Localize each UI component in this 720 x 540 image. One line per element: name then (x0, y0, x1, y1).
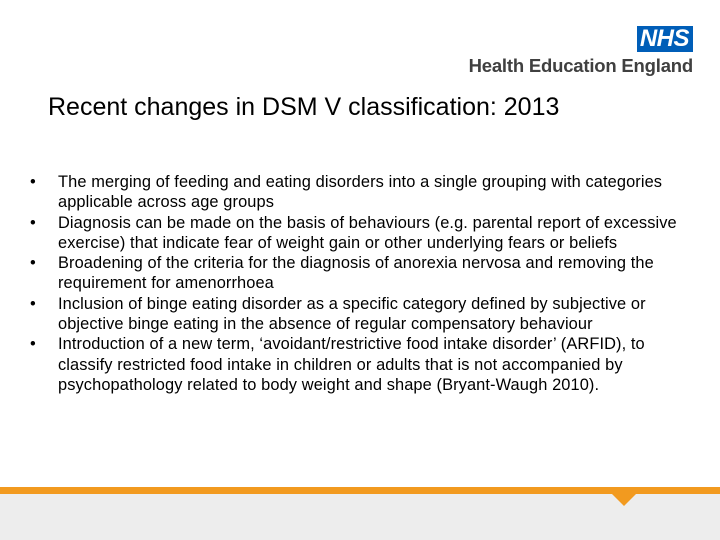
bullet-item (30, 294, 700, 335)
nhs-logo-mark: NHS (637, 26, 693, 52)
footer-chevron-icon (611, 493, 637, 506)
bullet-text: Diagnosis can be made on the basis of behaviours (e.g. parental report of excessive exercise) that indicate fear of weight gain or other underlying fears or beliefs (58, 213, 677, 252)
bullet-item (30, 172, 700, 213)
bullet-marker: • (30, 213, 36, 232)
bullet-item (30, 253, 700, 294)
bullet-item (30, 334, 700, 395)
bullet-text: Broadening of the criteria for the diagnosis of anorexia nervosa and removing the requirement for amenorrhoea (58, 254, 654, 293)
bullet-marker: • (30, 254, 36, 273)
bullet-marker: • (30, 294, 36, 313)
bullet-text: The merging of feeding and eating disorders into a single grouping with categories applicable across age groups (58, 173, 663, 212)
bullet-marker: • (30, 335, 36, 354)
bullet-text: Introduction of a new term, ‘avoidant/restrictive food intake disorder’ (ARFID), to classify restricted food intake in children or adults that is not accompanied by psychopathology related to body weight and shape (Bryant-Waugh 2010). (58, 335, 645, 394)
bullet-list (30, 172, 700, 395)
nhs-hee-logo (469, 26, 693, 77)
bullet-item (30, 213, 700, 254)
organisation-name: Health Education England (468, 55, 693, 76)
bullet-marker: • (30, 173, 36, 191)
slide-title: Recent changes in DSM V classification: 2013 (48, 93, 560, 121)
bullet-text: Inclusion of binge eating disorder as a specific category defined by subjective or objective binge eating in the absence of regular compensatory behaviour (58, 294, 646, 334)
